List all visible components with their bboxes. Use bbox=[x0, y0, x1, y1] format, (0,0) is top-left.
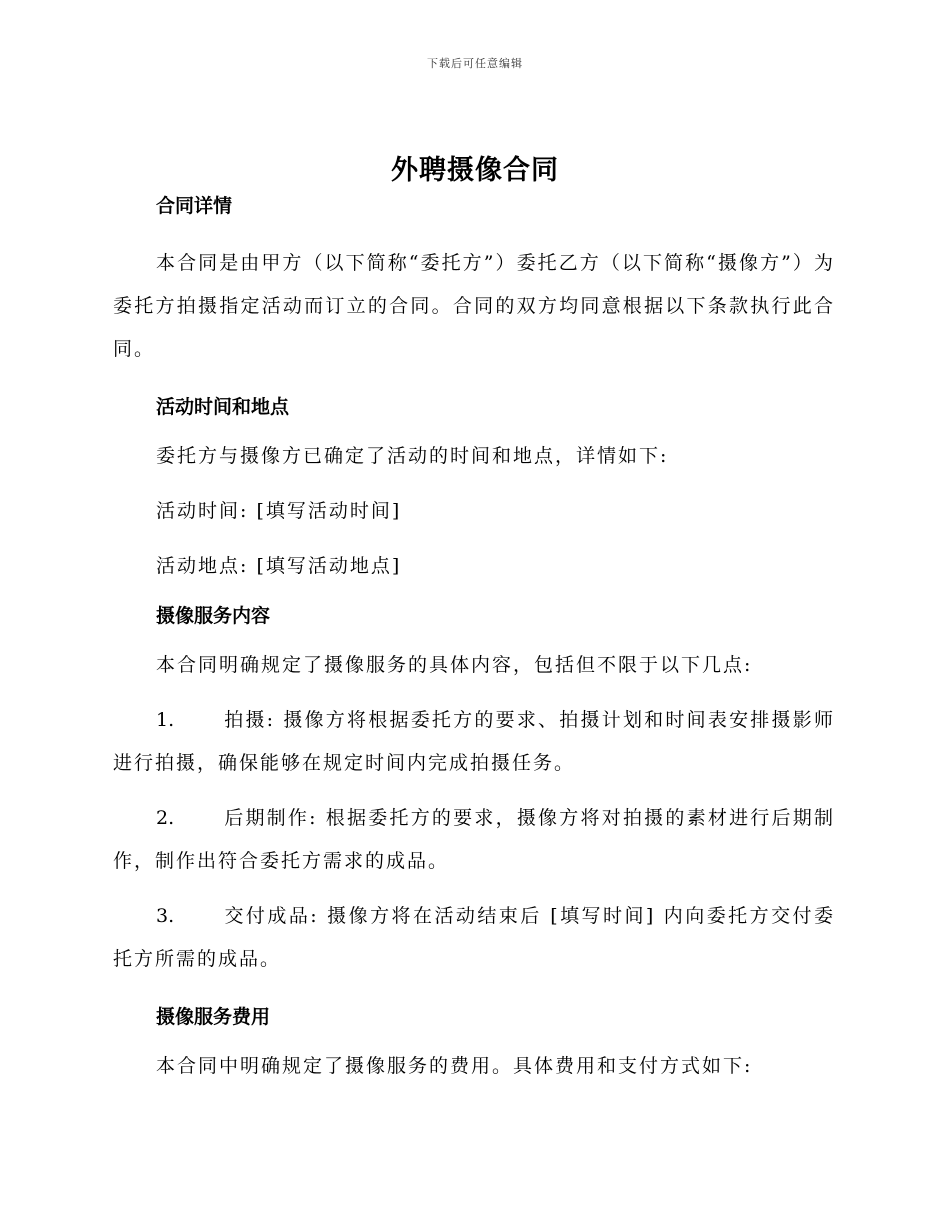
list-item bbox=[113, 895, 835, 981]
document-title: 外聘摄像合同 bbox=[391, 155, 559, 186]
list-item bbox=[113, 699, 835, 785]
document-body bbox=[113, 190, 835, 1088]
list-item-number: 1. bbox=[156, 709, 175, 731]
section-heading-fee: 摄像服务费用 bbox=[156, 1006, 271, 1028]
page-header-note: 下载后可任意编辑 bbox=[427, 57, 523, 70]
section-heading-details: 合同详情 bbox=[156, 195, 233, 217]
list-item-text: 后期制作: 根据委托方的要求，摄像方将对拍摄的素材进行后期制作，制作出符合委托方需求的成品。 bbox=[113, 807, 835, 872]
activity-place-line: 活动地点: [填写活动地点] bbox=[156, 555, 402, 577]
list-item-text: 交付成品: 摄像方将在活动结束后 [填写时间] 内向委托方交付委托方所需的成品。 bbox=[113, 905, 835, 970]
list-item-text: 拍摄: 摄像方将根据委托方的要求、拍摄计划和时间表安排摄影师进行拍摄，确保能够在规定时间内完成拍摄任务。 bbox=[113, 709, 835, 774]
time-place-intro: 委托方与摄像方已确定了活动的时间和地点，详情如下: bbox=[156, 445, 669, 467]
service-intro: 本合同明确规定了摄像服务的具体内容，包括但不限于以下几点: bbox=[156, 654, 753, 676]
fee-intro: 本合同中明确规定了摄像服务的费用。具体费用和支付方式如下: bbox=[156, 1055, 753, 1077]
section-heading-time-place: 活动时间和地点 bbox=[156, 396, 290, 418]
activity-time-line: 活动时间: [填写活动时间] bbox=[156, 500, 402, 522]
list-item bbox=[113, 797, 835, 883]
list-item-number: 3. bbox=[156, 905, 175, 927]
details-paragraph: 本合同是由甲方（以下简称“委托方”）委托乙方（以下简称“摄像方”）为委托方拍摄指定活动而订立的合同。合同的双方均同意根据以下条款执行此合同。 bbox=[113, 252, 835, 360]
section-heading-service: 摄像服务内容 bbox=[156, 605, 271, 627]
list-item-number: 2. bbox=[156, 807, 175, 829]
